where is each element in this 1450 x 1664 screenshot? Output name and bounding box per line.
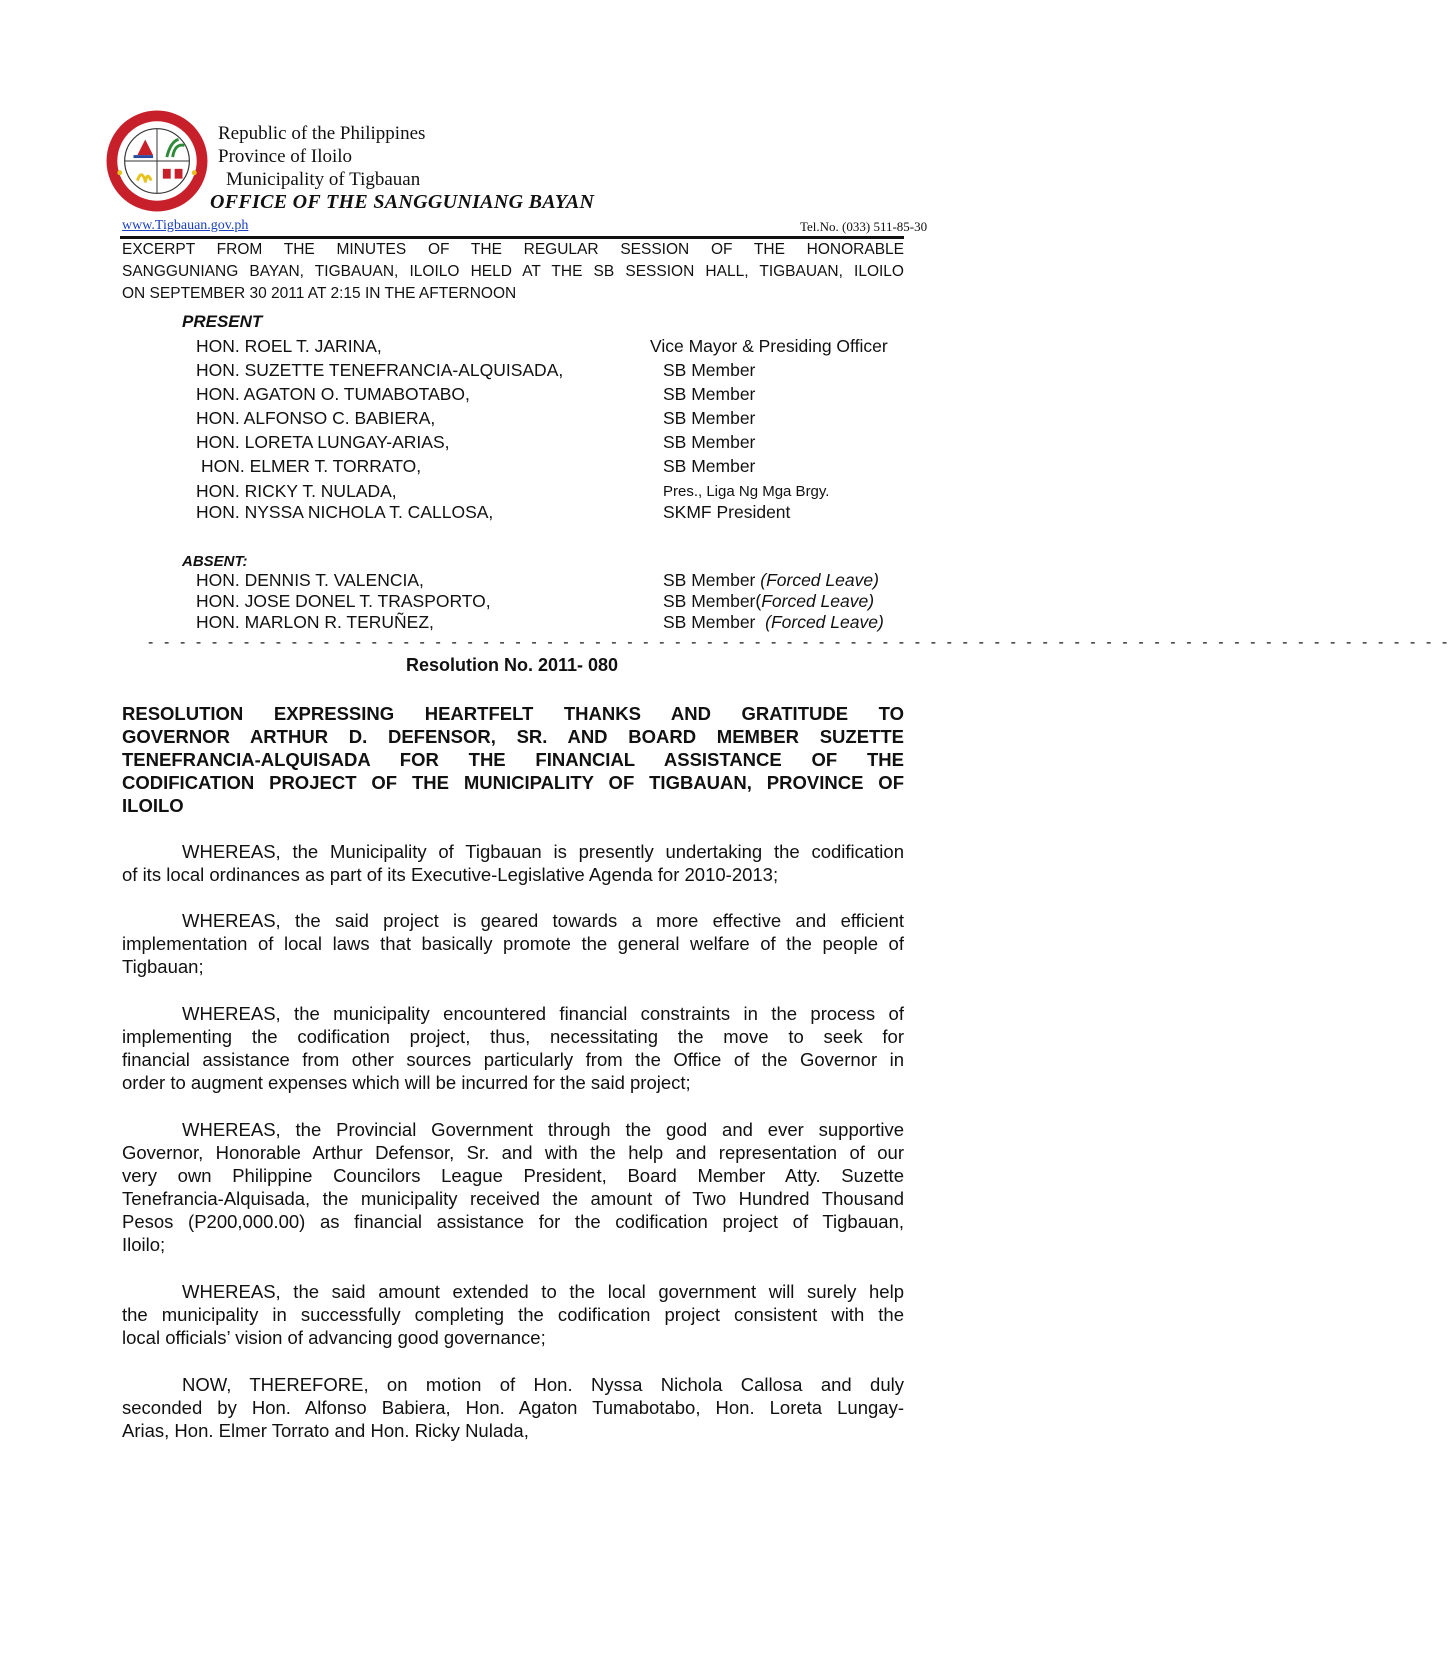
now-therefore-paragraph <box>122 1373 904 1442</box>
resolution-number: Resolution No. 2011- 080 <box>405 655 619 675</box>
telephone-number: Tel.No. (033) 511-85-30 <box>800 219 928 234</box>
paragraph-line: WHEREAS, the said amount extended to the local government will surely help <box>182 1281 904 1302</box>
present-member-name: HON. RICKY T. NULADA, <box>196 481 397 501</box>
dashed-separator: - - - - - - - - - - - - - - - - - - - - - - - - - - - - - - - - - - - - - - - - - - - - - - - - - - - - - - - - - - - - - - - - - - - - - - - - - - - - - - - - - - <box>148 634 1450 651</box>
present-member-role: SB Member <box>663 360 756 380</box>
excerpt-line: SANGGUNIANG BAYAN, TIGBAUAN, ILOILO HELD AT THE SB SESSION HALL, TIGBAUAN, ILOILO <box>122 263 904 280</box>
paragraph-line: WHEREAS, the municipality encountered financial constraints in the process of <box>182 1003 904 1024</box>
letterhead-municipality: Municipality of Tigbauan <box>226 169 421 190</box>
paragraph-line: Tenefrancia-Alquisada, the municipality received the amount of Two Hundred Thousand <box>122 1188 904 1209</box>
municipal-seal-logo <box>108 112 206 210</box>
letterhead-country: Republic of the Philippines <box>218 123 426 144</box>
excerpt-line: EXCERPT FROM THE MINUTES OF THE REGULAR SESSION OF THE HONORABLE <box>122 241 904 258</box>
paragraph-line: order to augment expenses which will be incurred for the said project; <box>122 1072 691 1093</box>
present-member-name: HON. ELMER T. TORRATO, <box>201 456 422 476</box>
present-member-name: HON. ROEL T. JARINA, <box>196 336 382 356</box>
present-member-role: SB Member <box>663 408 756 428</box>
present-member-name: HON. LORETA LUNGAY-ARIAS, <box>196 432 450 452</box>
paragraph-line: implementing the codification project, thus, necessitating the move to seek for <box>122 1026 904 1047</box>
whereas-paragraph <box>122 840 904 886</box>
paragraph-line: implementation of local laws that basically promote the general welfare of the people of <box>122 933 904 954</box>
paragraph-line: Pesos (P200,000.00) as financial assistance for the codification project of Tigbauan, <box>122 1211 904 1232</box>
whereas-paragraph <box>122 1002 904 1094</box>
paragraph-line: Tigbauan; <box>122 956 204 977</box>
paragraph-line: WHEREAS, the said project is geared towards a more effective and efficient <box>182 910 904 931</box>
absent-note: (Forced Leave) <box>765 612 884 632</box>
resolution-title-line: CODIFICATION PROJECT OF THE MUNICIPALITY OF TIGBAUAN, PROVINCE OF <box>122 772 904 793</box>
absent-member-role <box>663 570 879 591</box>
present-member-name: HON. NYSSA NICHOLA T. CALLOSA, <box>196 502 494 522</box>
present-member-role: SB Member <box>663 384 756 404</box>
paragraph-line: the municipality in successfully completing the codification project consistent with the <box>122 1304 904 1325</box>
present-member-role: SB Member <box>663 432 756 452</box>
absent-note: (Forced Leave) <box>760 570 879 590</box>
paragraph-line: financial assistance from other sources particularly from the Office of the Governor in <box>122 1049 904 1070</box>
absent-member-role <box>663 612 884 633</box>
paragraph-line: Iloilo; <box>122 1234 166 1255</box>
present-member-name: HON. SUZETTE TENEFRANCIA-ALQUISADA, <box>196 360 564 380</box>
present-member-role: SB Member <box>663 456 756 476</box>
absent-member-name: HON. JOSE DONEL T. TRASPORTO, <box>196 591 491 611</box>
paragraph-line: NOW, THEREFORE, on motion of Hon. Nyssa Nichola Callosa and duly <box>182 1374 904 1395</box>
absent-member-name: HON. DENNIS T. VALENCIA, <box>196 570 424 590</box>
absent-role-text: SB Member( <box>663 591 762 611</box>
absent-role-text: SB Member <box>663 570 761 590</box>
letterhead-office: OFFICE OF THE SANGGUNIANG BAYAN <box>210 191 595 213</box>
resolution-title-line: GOVERNOR ARTHUR D. DEFENSOR, SR. AND BOARD MEMBER SUZETTE <box>122 726 904 747</box>
paragraph-line: WHEREAS, the Provincial Government through the good and ever supportive <box>182 1119 904 1140</box>
paragraph-line: local officials’ vision of advancing good governance; <box>122 1327 546 1348</box>
letterhead-province: Province of Iloilo <box>218 146 353 167</box>
excerpt-line: ON SEPTEMBER 30 2011 AT 2:15 IN THE AFTERNOON <box>122 285 517 302</box>
absent-role-text: SB Member <box>663 612 766 632</box>
paragraph-line: seconded by Hon. Alfonso Babiera, Hon. Agaton Tumabotabo, Hon. Loreta Lungay- <box>122 1397 904 1418</box>
resolution-title-line: TENEFRANCIA-ALQUISADA FOR THE FINANCIAL ASSISTANCE OF THE <box>122 749 904 770</box>
paragraph-line: Governor, Honorable Arthur Defensor, Sr. and with the help and representation of our <box>122 1142 904 1163</box>
resolution-title-line: RESOLUTION EXPRESSING HEARTFELT THANKS AND GRATITUDE TO <box>122 703 904 724</box>
absent-member-role <box>663 591 874 612</box>
present-member-role: Vice Mayor & Presiding Officer <box>650 336 888 356</box>
present-member-role: Pres., Liga Ng Mga Brgy. <box>663 483 830 500</box>
website-link[interactable]: www.Tigbauan.gov.ph <box>122 218 249 233</box>
whereas-paragraph <box>122 1280 904 1349</box>
resolution-title-line: ILOILO <box>122 795 184 816</box>
whereas-paragraph <box>122 909 904 978</box>
present-heading: PRESENT <box>182 312 263 331</box>
paragraph-line: WHEREAS, the Municipality of Tigbauan is presently undertaking the codification <box>182 841 904 862</box>
present-member-name: HON. ALFONSO C. BABIERA, <box>196 408 436 428</box>
paragraph-line: of its local ordinances as part of its Executive-Legislative Agenda for 2010-2013; <box>122 864 779 885</box>
seal-icon <box>108 112 206 210</box>
paragraph-line: Arias, Hon. Elmer Torrato and Hon. Ricky Nulada, <box>122 1420 529 1441</box>
present-member-name: HON. AGATON O. TUMABOTABO, <box>196 384 470 404</box>
paragraph-line: very own Philippine Councilors League President, Board Member Atty. Suzette <box>122 1165 904 1186</box>
absent-member-name: HON. MARLON R. TERUÑEZ, <box>196 612 434 632</box>
absent-note: Forced Leave) <box>761 591 875 611</box>
present-member-role: SKMF President <box>663 502 791 522</box>
whereas-paragraph <box>122 1118 904 1256</box>
absent-heading: ABSENT: <box>182 553 248 570</box>
